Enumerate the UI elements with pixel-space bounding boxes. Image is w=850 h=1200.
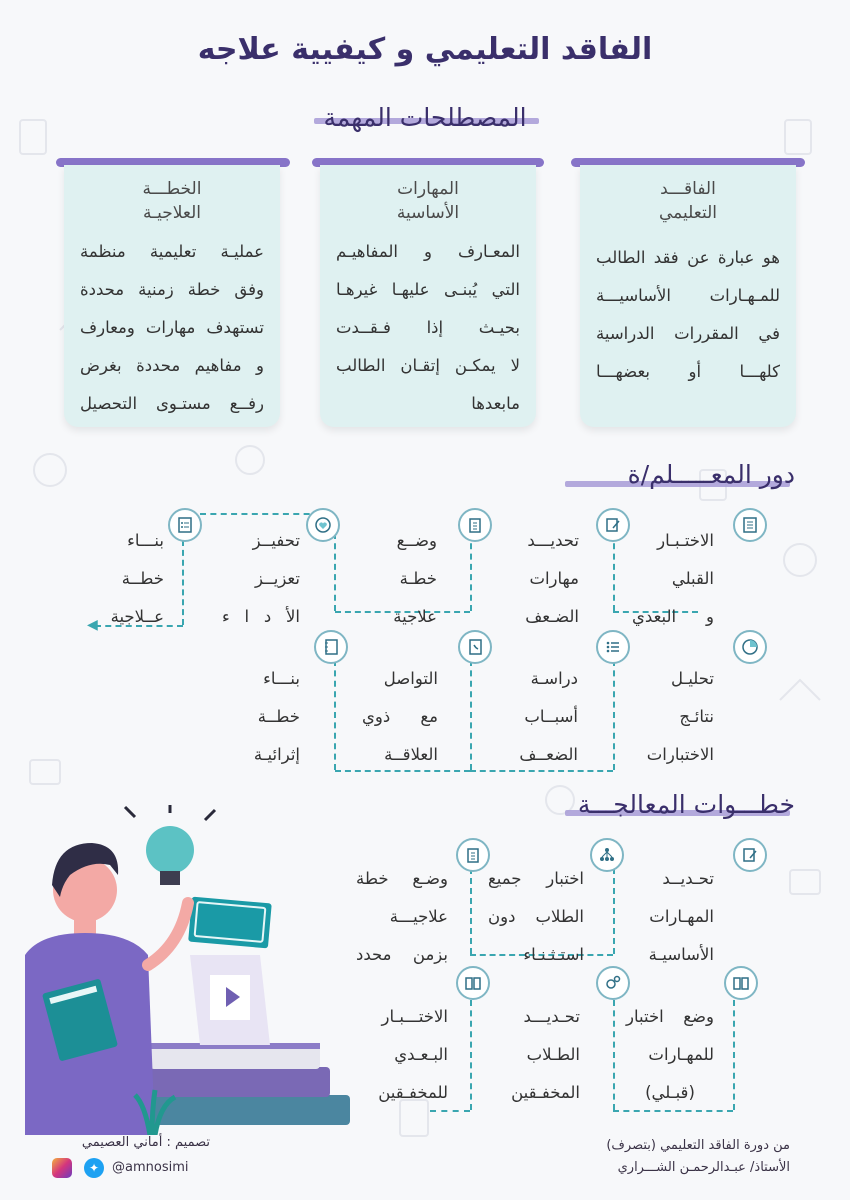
- card-title-line: العلاجيـة: [143, 203, 201, 223]
- phone-book-icon: [458, 630, 492, 664]
- card-line: و مفاهيم محددة بغرض: [80, 356, 264, 375]
- steps-heading: خطـــوات المعالجـــة: [577, 790, 795, 819]
- card-line: في المقررات الدراسية: [596, 324, 780, 343]
- card-line: تستهدف مهارات ومعارف: [80, 318, 264, 337]
- teacher-role-item: [86, 522, 164, 636]
- term-card-learning-loss: [580, 165, 796, 427]
- card-body: [64, 233, 280, 423]
- item-line: الطلاب دون: [488, 907, 584, 926]
- flow-line: [334, 660, 337, 770]
- card-title-line: المهارات: [397, 179, 459, 199]
- list-icon: [596, 630, 630, 664]
- notebook-icon: [314, 630, 348, 664]
- card-title-line: الخطـــة: [142, 179, 202, 199]
- step-item: [356, 860, 448, 974]
- item-line: دراسـة: [530, 669, 578, 688]
- card-line: عمليـة تعليمية منظمة: [80, 242, 264, 261]
- heart-icon: [306, 508, 340, 542]
- card-title-line: التعليمي: [659, 203, 717, 223]
- item-line: تعزيــز: [254, 569, 300, 588]
- instagram-icon[interactable]: [52, 1158, 72, 1178]
- item-line: المهـارات: [649, 907, 714, 926]
- item-line: البـعـدي: [394, 1045, 448, 1064]
- twitter-icon[interactable]: ✦: [84, 1158, 104, 1178]
- edit-paper-icon: [733, 838, 767, 872]
- flow-line: [613, 533, 616, 611]
- step-item: [358, 998, 448, 1112]
- item-line: خطــة: [121, 569, 164, 588]
- student-illustration: [0, 805, 350, 1135]
- item-line: تحليـل: [670, 669, 714, 688]
- step-item: [492, 998, 580, 1112]
- item-line: للمهـارات: [648, 1045, 714, 1064]
- teacher-role-item: [362, 660, 438, 774]
- card-line: هو عبارة عن فقد الطالب: [596, 248, 780, 267]
- teacher-credit: الأستاذ/ عبـدالرحمـن الشـــراري: [617, 1160, 790, 1175]
- item-line: خطــة: [257, 707, 300, 726]
- item-line: (قبـلي): [645, 1083, 695, 1102]
- item-line: الطـلاب: [526, 1045, 580, 1064]
- item-line: الاختـبـار: [657, 531, 714, 550]
- flow-line: [334, 533, 337, 611]
- clipboard-icon: [458, 508, 492, 542]
- item-line: إثرائيـة: [253, 745, 300, 764]
- card-title-line: الفاقـــد: [660, 179, 716, 199]
- step-item: [626, 998, 714, 1112]
- teacher-role-item: [362, 522, 437, 636]
- flow-line: [470, 533, 473, 611]
- item-line: التواصل: [383, 669, 438, 688]
- people-network-icon: [590, 838, 624, 872]
- open-book-icon: [456, 966, 490, 1000]
- item-line: عــلاجية: [110, 607, 164, 626]
- card-line: كلهـــا أو بعضهـــا: [596, 362, 780, 381]
- item-line: تحـديـــد: [523, 1007, 580, 1026]
- item-line: الاختبارات: [646, 745, 714, 764]
- source-credit: من دورة الفاقد التعليمي (بتصرف): [606, 1138, 790, 1153]
- card-line: وفق خطة زمنية محددة: [80, 280, 264, 299]
- flow-line: [470, 660, 473, 770]
- flow-line: [182, 540, 185, 625]
- page-title: الفاقد التعليمي و كيفيية علاجه: [197, 32, 653, 67]
- card-line: المعـارف و المفاهيـم: [336, 242, 520, 261]
- item-line: الضـعف: [525, 607, 579, 626]
- item-line: وضع اختبار: [626, 1007, 714, 1026]
- item-line: خطـة: [399, 569, 437, 588]
- item-line: الأساسيـة: [648, 945, 714, 964]
- teacher-role-item: [632, 522, 714, 636]
- social-handle[interactable]: @amnosimi: [112, 1160, 189, 1175]
- teacher-role-item: [222, 522, 300, 636]
- item-line: الضعــف: [519, 745, 578, 764]
- flow-line: [470, 858, 473, 954]
- term-card-basic-skills: [320, 165, 536, 427]
- card-line: بحيـث إذا فـقــدت: [336, 318, 520, 337]
- step-item: [488, 860, 584, 974]
- book-icon: [724, 966, 758, 1000]
- item-line: اختبار جميع: [488, 869, 584, 888]
- item-line: المخفـقين: [511, 1083, 580, 1102]
- item-line: استـثـنـاء: [523, 945, 584, 964]
- card-body: [320, 233, 536, 423]
- item-line: للمخفـقين: [378, 1083, 448, 1102]
- item-line: تحـديــد: [662, 869, 714, 888]
- item-line: علاجيـــة: [389, 907, 448, 926]
- flow-line: [733, 1000, 736, 1110]
- item-line: تحفيــز: [252, 531, 300, 550]
- designer-credit: تصميم : أماني العصيمي: [81, 1135, 210, 1150]
- flow-line: [613, 1000, 616, 1110]
- item-line: القبلي: [671, 569, 714, 588]
- item-line: الأ د ا ء: [222, 607, 300, 626]
- step-item: [628, 860, 714, 974]
- pie-chart-icon: [733, 630, 767, 664]
- flow-line: [470, 1000, 473, 1110]
- card-title: [580, 177, 796, 225]
- item-line: علاجية: [393, 607, 437, 626]
- item-line: بنـــاء: [263, 669, 300, 688]
- item-line: بزمن محدد: [356, 945, 448, 964]
- report-icon: [168, 508, 202, 542]
- flow-line: [200, 513, 320, 516]
- item-line: الاختـــبـار: [381, 1007, 448, 1026]
- card-line: التي يُبنـى عليهـا غيرهـا: [336, 280, 520, 299]
- teacher-role-item: [636, 660, 714, 774]
- terms-heading: المصطلحات المهمة: [323, 103, 527, 132]
- card-title: [64, 177, 280, 225]
- teacher-role-item: [498, 660, 578, 774]
- flow-line: [613, 858, 616, 954]
- item-line: تحديـــد: [527, 531, 579, 550]
- teacher-role-item: [222, 660, 300, 774]
- card-title: [320, 177, 536, 225]
- term-card-remedial-plan: [64, 165, 280, 427]
- item-line: مهارات: [529, 569, 579, 588]
- item-line: نتائـج: [679, 707, 714, 726]
- item-line: العلاقــة: [384, 745, 438, 764]
- card-line: للمـهـارات الأساسيـــة: [596, 286, 780, 305]
- item-line: وضـع خطة: [356, 869, 448, 888]
- item-line: بنـــاء: [127, 531, 164, 550]
- card-line: رفــع مستـوى التحصيل: [80, 394, 264, 413]
- arrow-left-icon: ◀: [87, 617, 98, 633]
- card-line: لا يمكـن إتقـان الطالب: [336, 356, 520, 375]
- gears-icon: [596, 966, 630, 1000]
- clipboard-icon: [456, 838, 490, 872]
- card-title-line: الأساسية: [396, 203, 460, 223]
- item-line: و البعدي: [632, 607, 714, 626]
- item-line: مع ذوي: [362, 707, 438, 726]
- card-line: مابعدها: [471, 394, 520, 413]
- checklist-icon: [733, 508, 767, 542]
- flow-line: [613, 660, 616, 770]
- edit-paper-icon: [596, 508, 630, 542]
- card-body: [580, 239, 796, 391]
- item-line: أسبــاب: [524, 707, 578, 726]
- item-line: وضــع: [396, 531, 437, 550]
- teacher-role-item: [497, 522, 579, 636]
- teacher-role-heading: دور المعـــــلم/ة: [627, 460, 795, 489]
